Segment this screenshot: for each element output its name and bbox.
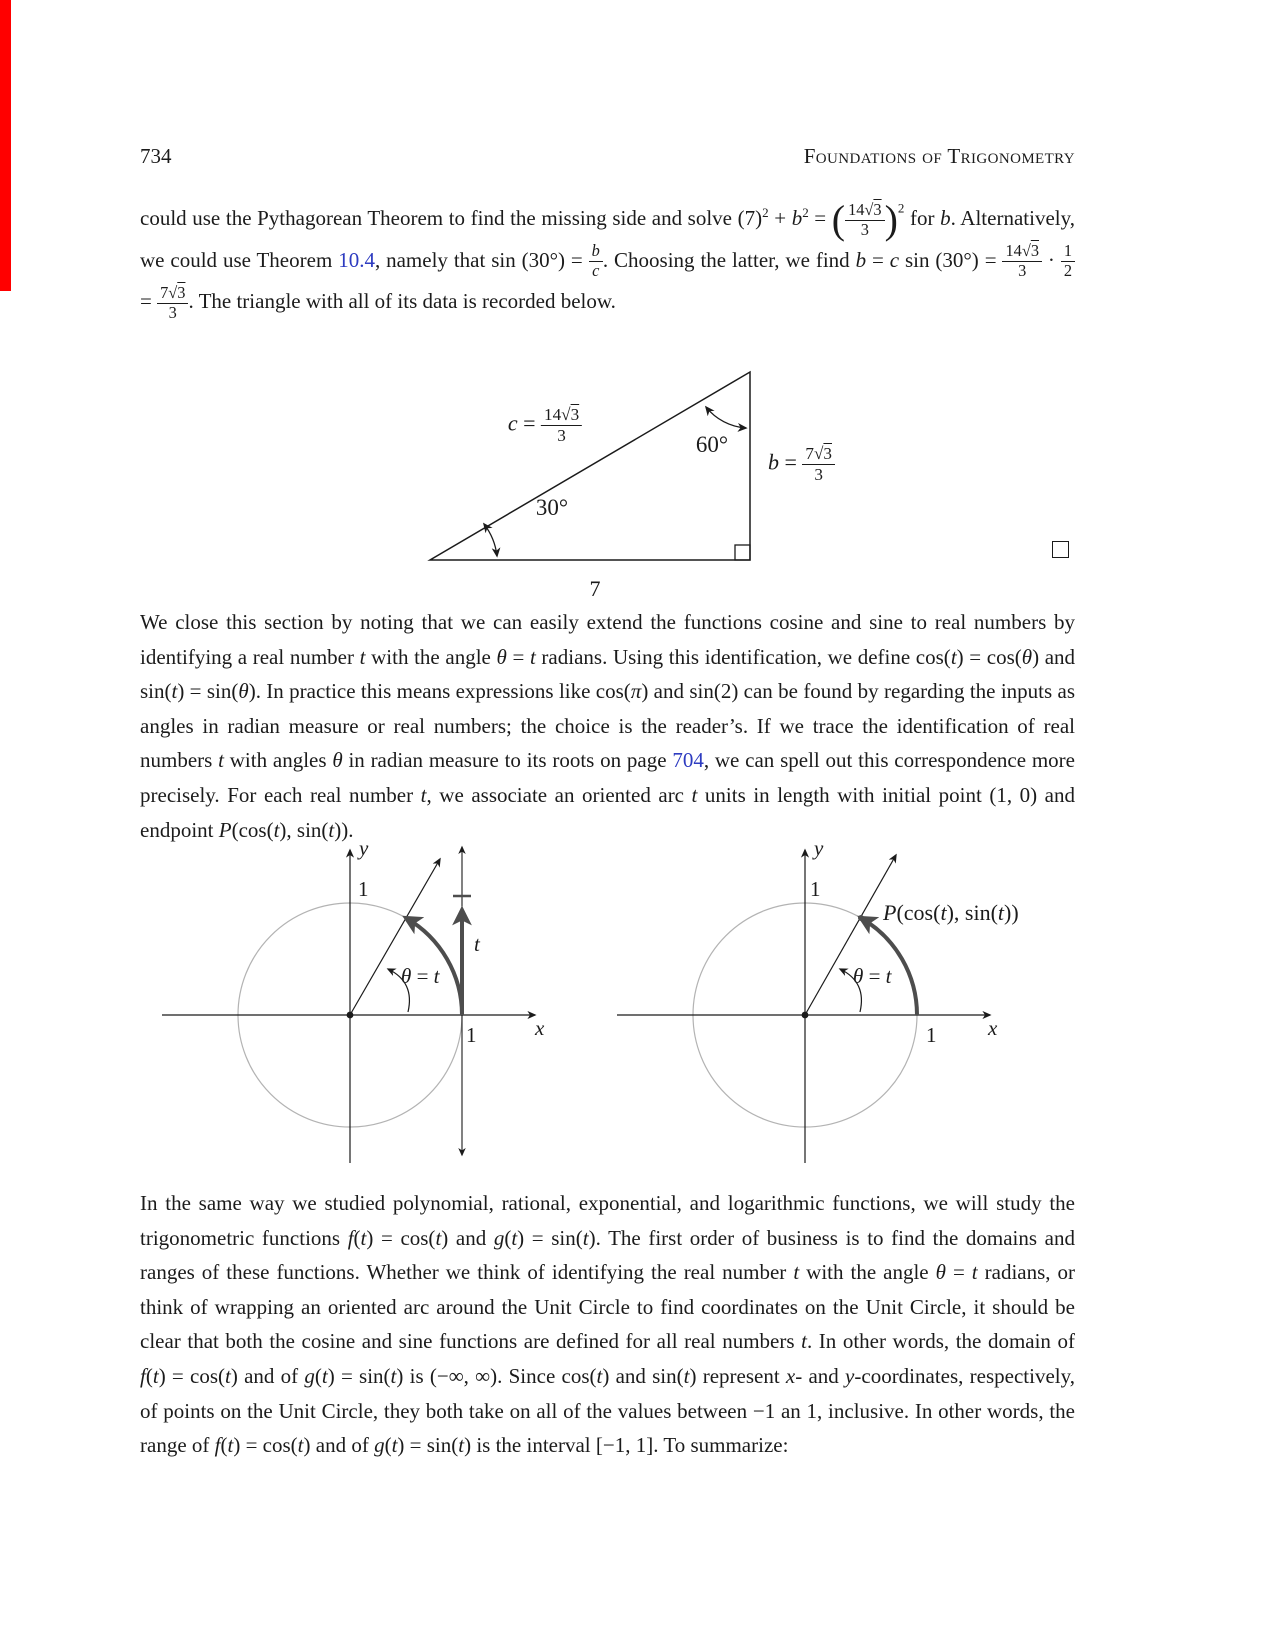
point-p-label: P(cos(t), sin(t)) [883, 900, 1019, 925]
top-angle-arrow [706, 407, 746, 428]
top-angle-label: 60° [695, 432, 729, 457]
unit-circle-point-figure [590, 830, 1070, 1175]
page-number: 734 [140, 144, 172, 168]
one-tick-label-bottom: 1 [466, 1023, 477, 1047]
running-head: Foundations of Trigonometry [803, 144, 1075, 168]
y-axis-label: y [359, 836, 369, 860]
base-angle-arrow [484, 524, 497, 556]
unit-circle-point-drawing [590, 830, 1070, 1175]
x-axis-label: x [988, 1016, 998, 1040]
hypotenuse-label: c = $\frac{14√3}{3}$ [508, 405, 582, 445]
paragraph-solve-triangle: could use the Pythagorean Theorem to find the missing side and solve $(7)^2 + b^2$ = ( $\frac{14√3}{3}$ )$^2$ for b. Alternatively, we could use Theorem 10.4, namely that sin (30°) = $\frac{b}{c}$ . Choosing the latter, we find b = c sin (30°) = $\frac{14√3}{3}$ · $\frac{1}{2}$ = $\frac{7√3}{3}$ . The triangle with all of its data is recorded below. [140, 197, 1075, 322]
y-axis-label: y [814, 836, 824, 860]
unit-circle-wrap-figure [150, 830, 560, 1175]
right-angle-mark [735, 545, 750, 560]
origin-dot [802, 1012, 809, 1019]
theorem-10-4-link[interactable]: 10.4 [338, 247, 375, 272]
one-tick-label-top: 1 [358, 877, 369, 901]
one-tick-label-top: 1 [810, 877, 821, 901]
paragraph-domain-range: In the same way we studied polynomial, rational, exponential, and logarithmic functions, we will study the trigonometric functions f(t) = cos(t) and g(t) = sin(t). The first order of business is to find the domains and ranges of these functions. Whether we think of identifying the real number t with the angle θ = t radians, or think of wrapping an oriented arc around the Unit Circle to find coordinates on the Unit Circle, it should be clear that both the cosine and sine functions are defined for all real numbers t. In other words, the domain of f(t) = cos(t) and of g(t) = sin(t) is (−∞, ∞). Since cos(t) and sin(t) represent x- and y-coordinates, respectively, of points on the Unit Circle, they both take on all of the values between −1 an 1, inclusive. In other words, the range of f(t) = cos(t) and of g(t) = sin(t) is the interval [−1, 1]. To summarize: [140, 1191, 1076, 1458]
base-length-label: 7 [589, 576, 601, 601]
page-header [140, 144, 1075, 169]
side-b-label: b = $\frac{7√3}{3}$ [768, 444, 835, 484]
theta-equals-t-label: θ = t [401, 964, 440, 988]
x-axis-label: x [535, 1016, 545, 1040]
theta-equals-t-label: θ = t [853, 964, 892, 988]
paragraph-extend-cosine-sine: We close this section by noting that we can easily extend the functions cosine and sine to real numbers by identifying a real number t with the angle θ = t radians. Using this identification, we define cos(t) = cos(θ) and sin(t) = sin(θ). In practice this means expressions like cos(π) and sin(2) can be found by regarding the inputs as angles in radian measure or real numbers; the choice is the reader’s. If we trace the identification of real numbers t with angles θ in radian measure to its roots on page 704, we can spell out this correspondence more precisely. For each real number t, we associate an oriented arc t units in length with initial point (1, 0) and endpoint P(cos(t), sin(t)). [140, 610, 1076, 842]
page-704-link[interactable]: 704 [672, 748, 704, 773]
point-p-dot [858, 915, 864, 921]
unit-circle-wrap-drawing [150, 830, 560, 1175]
triangle-drawing [380, 350, 940, 620]
chapter-edge-tab [0, 0, 11, 291]
origin-dot [347, 1012, 354, 1019]
triangle-figure [380, 350, 940, 620]
base-angle-label: 30° [535, 495, 569, 520]
t-length-label: t [474, 932, 480, 956]
qed-symbol [1052, 541, 1069, 558]
one-tick-label-bottom: 1 [926, 1023, 937, 1047]
triangle-outline [430, 372, 750, 560]
